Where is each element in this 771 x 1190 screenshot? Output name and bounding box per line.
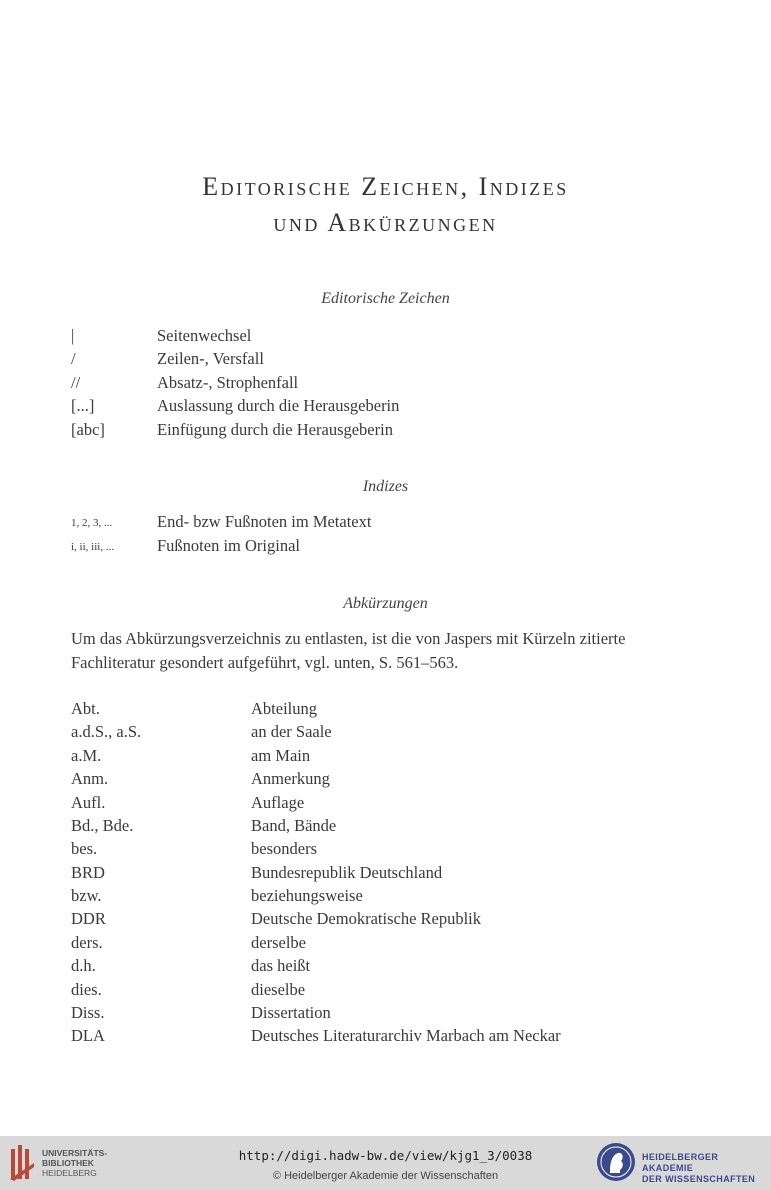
abbreviation: Abt. bbox=[71, 699, 100, 718]
abbreviation-meaning: besonders bbox=[251, 839, 317, 858]
zeichen-symbol: [...] bbox=[71, 396, 95, 415]
zeichen-description: Seitenwechsel bbox=[157, 326, 252, 345]
abbreviation: Anm. bbox=[71, 769, 109, 788]
abk-intro-line2: Fachliteratur gesondert aufgeführt, vgl. unten, S. 561–563. bbox=[71, 653, 459, 672]
copyright-notice: © Heidelberger Akademie der Wissenschaften bbox=[272, 1170, 499, 1182]
abbreviation: ders. bbox=[71, 933, 103, 952]
abbreviation: bzw. bbox=[71, 886, 102, 905]
abbreviation-meaning: Abteilung bbox=[251, 699, 317, 718]
zeichen-symbol: // bbox=[71, 373, 81, 392]
section-heading-abkuerzungen: Abkürzungen bbox=[343, 595, 428, 612]
academy-name[interactable]: HEIDELBERGER AKADEMIE DER WISSENSCHAFTEN bbox=[642, 1152, 756, 1184]
index-symbol: i, ii, iii, ... bbox=[71, 541, 115, 553]
abbreviation-meaning: beziehungsweise bbox=[251, 886, 363, 905]
page-title-line1: Editorische Zeichen, Indizes bbox=[202, 172, 569, 201]
index-description: End- bzw Fußnoten im Metatext bbox=[157, 512, 372, 531]
zeichen-description: Auslassung durch die Herausgeberin bbox=[157, 396, 400, 415]
abbreviation-meaning: Deutsches Literaturarchiv Marbach am Neckar bbox=[251, 1026, 561, 1045]
abbreviation: DDR bbox=[71, 909, 106, 928]
zeichen-description: Zeilen-, Versfall bbox=[157, 349, 264, 368]
abbreviation: dies. bbox=[71, 980, 102, 999]
abbreviation: Aufl. bbox=[71, 793, 106, 812]
abbreviation: a.M. bbox=[71, 746, 102, 765]
section-heading-indizes: Indizes bbox=[362, 478, 409, 495]
abbreviation: bes. bbox=[71, 839, 98, 858]
zeichen-symbol: / bbox=[71, 349, 76, 368]
page-title-line2: und Abkürzungen bbox=[273, 208, 498, 237]
index-symbol: 1, 2, 3, ... bbox=[71, 517, 113, 529]
abbreviation: Diss. bbox=[71, 1003, 105, 1022]
zeichen-description: Einfügung durch die Herausgeberin bbox=[157, 420, 393, 439]
academy-seal-icon bbox=[596, 1141, 636, 1183]
abk-intro-line1: Um das Abkürzungsverzeichnis zu entlasten, ist die von Jaspers mit Kürzeln zitierte bbox=[71, 629, 626, 648]
abbreviation-meaning: am Main bbox=[251, 746, 311, 765]
abbreviation: d.h. bbox=[71, 956, 96, 975]
abbreviation-meaning: Dissertation bbox=[251, 1003, 331, 1022]
abbreviation: Bd., Bde. bbox=[71, 816, 134, 835]
abbreviation-meaning: Auflage bbox=[251, 793, 305, 812]
abbreviation-meaning: derselbe bbox=[251, 933, 306, 952]
abbreviation: a.d.S., a.S. bbox=[71, 722, 142, 741]
abbreviation-meaning: an der Saale bbox=[251, 722, 332, 741]
abbreviation-meaning: Deutsche Demokratische Republik bbox=[251, 909, 482, 928]
source-url-link[interactable]: http://digi.hadw-bw.de/view/kjg1_3/0038 bbox=[238, 1148, 533, 1163]
zeichen-symbol: [abc] bbox=[71, 420, 105, 439]
abbreviation-meaning: dieselbe bbox=[251, 980, 306, 999]
zeichen-symbol: | bbox=[71, 326, 75, 345]
section-heading-zeichen: Editorische Zeichen bbox=[321, 290, 450, 307]
abbreviation-meaning: Bundesrepublik Deutschland bbox=[251, 863, 443, 882]
abbreviation: DLA bbox=[71, 1026, 105, 1045]
abbreviation-meaning: Band, Bände bbox=[251, 816, 337, 835]
zeichen-description: Absatz-, Strophenfall bbox=[157, 373, 299, 392]
abbreviation-meaning: das heißt bbox=[251, 956, 311, 975]
footer-bar bbox=[0, 1136, 771, 1190]
abbreviation-meaning: Anmerkung bbox=[251, 769, 330, 788]
abbreviation: BRD bbox=[71, 863, 105, 882]
university-library-name[interactable]: UNIVERSITÄTS- BIBLIOTHEK HEIDELBERG bbox=[42, 1148, 108, 1178]
index-description: Fußnoten im Original bbox=[157, 536, 300, 555]
